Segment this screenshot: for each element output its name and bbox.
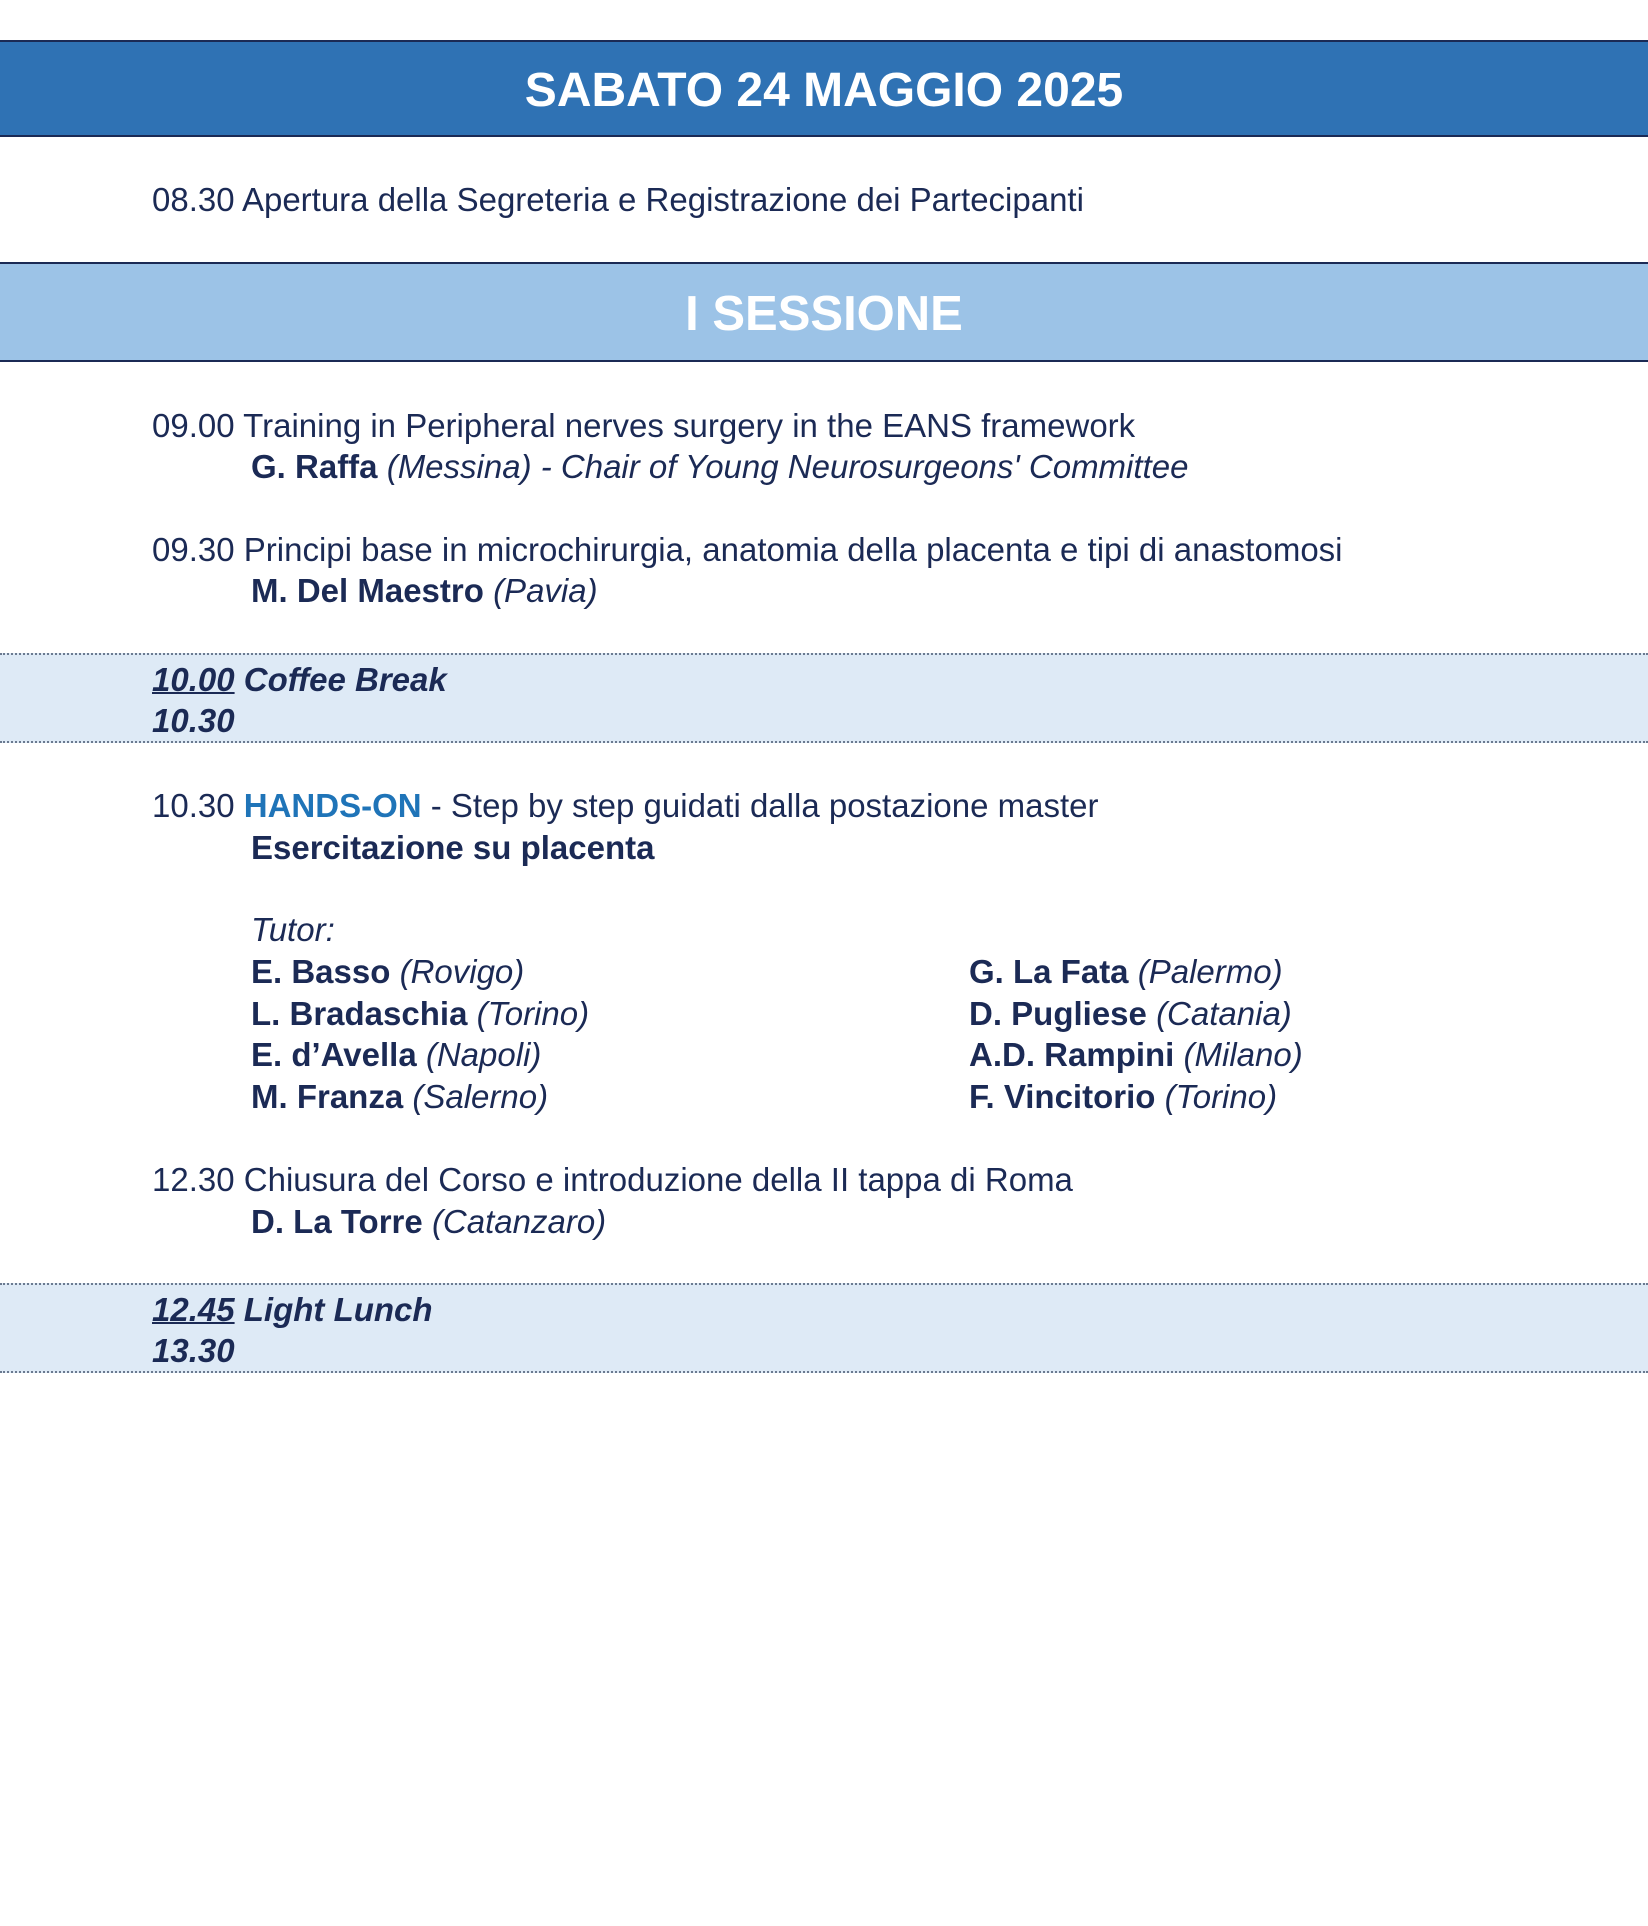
tutor-item: [969, 952, 1283, 992]
coffee-break-label: Coffee Break: [243, 661, 447, 698]
talk2-affiliation: (Pavia): [493, 572, 598, 609]
coffee-break-start: 10.00: [152, 661, 235, 698]
coffee-break-band: [0, 653, 1648, 743]
tutor-item: [251, 1077, 548, 1117]
tutor-city: (Napoli): [425, 1036, 542, 1073]
tutor-name: F. Vincitorio: [969, 1078, 1156, 1115]
talk1-line: [152, 406, 1135, 446]
lunch-line: [152, 1290, 433, 1330]
talk2-line: [152, 530, 1343, 570]
talk1-affiliation: (Messina) - Chair of Young Neurosurgeons' Committee: [386, 448, 1189, 485]
tutor-name: E. Basso: [251, 953, 391, 990]
tutor-item: [969, 1035, 1303, 1075]
closing-line: [152, 1160, 1073, 1200]
lunch-label: Light Lunch: [243, 1291, 433, 1328]
closing-title: Chiusura del Corso e introduzione della II tappa di Roma: [243, 1161, 1073, 1198]
day-header: SABATO 24 MAGGIO 2025: [0, 40, 1648, 137]
tutor-city: (Catania): [1156, 995, 1292, 1032]
tutor-item: [969, 1077, 1277, 1117]
tutor-item: [251, 994, 589, 1034]
tutor-city: (Torino): [1164, 1078, 1278, 1115]
hands-on-text: - Step by step guidati dalla postazione master: [421, 787, 1099, 824]
hands-on-highlight: HANDS-ON: [243, 787, 422, 824]
coffee-break-end: 10.30: [152, 702, 235, 739]
tutor-city: (Milano): [1183, 1036, 1303, 1073]
talk1-time: 09.00: [152, 407, 235, 444]
tutor-item: [251, 952, 524, 992]
talk1-title: Training in Peripheral nerves surgery in the EANS framework: [243, 407, 1136, 444]
tutor-name: M. Franza: [251, 1078, 404, 1115]
coffee-break-line: [152, 660, 447, 700]
closing-speaker-line: [251, 1202, 606, 1242]
tutor-name: L. Bradaschia: [251, 995, 468, 1032]
closing-time: 12.30: [152, 1161, 235, 1198]
tutor-item: [251, 1035, 541, 1075]
talk2-time: 09.30: [152, 531, 235, 568]
tutor-city: (Torino): [476, 995, 590, 1032]
tutor-item: [969, 994, 1292, 1034]
registration-text: Apertura della Segreteria e Registrazione dei Partecipanti: [241, 181, 1084, 218]
hands-on-subtitle: Esercitazione su placenta: [251, 829, 655, 866]
lunch-end: 13.30: [152, 1332, 235, 1369]
tutor-name: D. Pugliese: [969, 995, 1147, 1032]
tutor-city: (Salerno): [412, 1078, 549, 1115]
talk2-speaker: M. Del Maestro: [251, 572, 484, 609]
tutor-name: A.D. Rampini: [969, 1036, 1175, 1073]
session-header: I SESSIONE: [0, 262, 1648, 362]
registration-line: [152, 180, 1084, 220]
hands-on-time: 10.30: [152, 787, 235, 824]
closing-speaker: D. La Torre: [251, 1203, 423, 1240]
tutor-label: Tutor:: [251, 911, 335, 948]
closing-affiliation: (Catanzaro): [431, 1203, 607, 1240]
tutor-name: G. La Fata: [969, 953, 1129, 990]
talk2-title: Principi base in microchirurgia, anatomia della placenta e tipi di anastomosi: [243, 531, 1343, 568]
talk1-speaker-line: [251, 447, 1188, 487]
tutor-city: (Rovigo): [399, 953, 525, 990]
hands-on-line: [152, 786, 1098, 826]
lunch-start: 12.45: [152, 1291, 235, 1328]
lunch-band: [0, 1283, 1648, 1373]
registration-time: 08.30: [152, 181, 235, 218]
tutor-name: E. d’Avella: [251, 1036, 417, 1073]
talk1-speaker: G. Raffa: [251, 448, 378, 485]
tutor-city: (Palermo): [1137, 953, 1283, 990]
talk2-speaker-line: [251, 571, 598, 611]
